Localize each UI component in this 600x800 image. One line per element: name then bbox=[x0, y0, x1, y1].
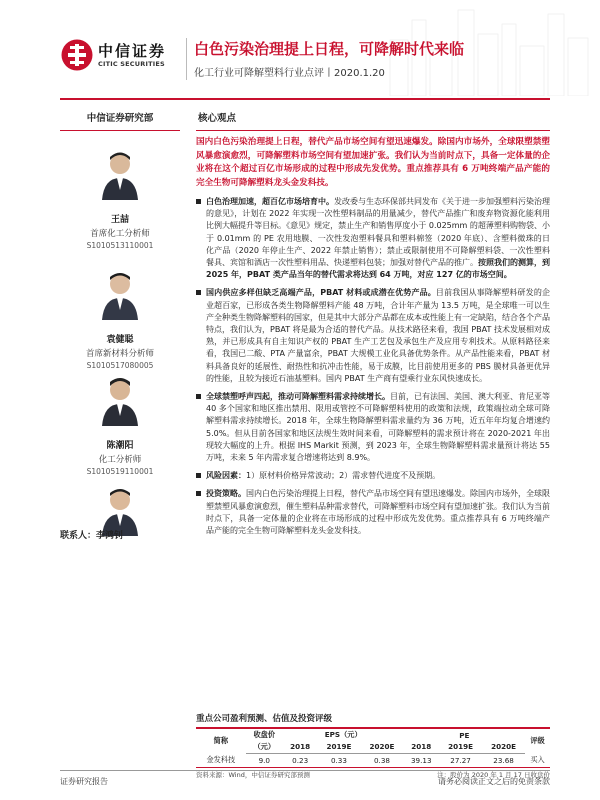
main-content bbox=[196, 108, 550, 537]
table-source-right: 注：股价为 2020 年 1 月 17 日收盘价 bbox=[437, 770, 550, 779]
contact-person: 联系人：李鸿钊 bbox=[60, 531, 124, 541]
table-title: 重点公司盈利预测、估值及投资评级 bbox=[196, 714, 333, 724]
col-header-price: 收盘价 bbox=[253, 730, 276, 739]
analyst-name: 王喆 bbox=[110, 215, 129, 225]
table-header-row bbox=[196, 741, 550, 753]
bullet-lead: 风险因素： bbox=[206, 471, 246, 481]
forecast-table-section bbox=[196, 712, 550, 779]
title-divider bbox=[186, 38, 187, 80]
footer-left-text: 证券研究报告 bbox=[60, 777, 108, 786]
col-header-year: 2018 bbox=[404, 741, 440, 753]
cell-name: 金发科技 bbox=[196, 753, 246, 767]
bullet-lead: 白色治理加速，超百亿市场培育中。 bbox=[206, 197, 334, 206]
bullet-body: 目前，已有法国、美国、澳大利亚、肯尼亚等 40 多个国家和地区推出禁用、限用或管控不可降解塑料使用的政策和法规，政策端拉动全球可降解塑料需求持续增长。2018 年，全球生物降解塑料需求量约为 36 万吨，近五年年均复合增速约 5.0%。但从目前各国家和地区法规生效时间来看，可降解塑料的需求预计将在 2020-2021 年出现较大幅度的上升。根据 IHS Markit 预测，到 2023 年，全球生物降解塑料需求量预计将达 55 万吨，未来 5 年内需求复合增速将达到 8.9%。 bbox=[206, 392, 550, 463]
analyst-photo bbox=[100, 148, 140, 200]
summary-paragraph: 国内白色污染治理提上日程，替代产品市场空间有望迅速爆发。除国内市场外，全球限塑禁塑风暴愈演愈烈，可降解塑料市场空间有望加速扩张。我们认为当前时点下，具备一定体量的企业将在这个超过百亿市场形成的过程中形成先发优势。重点推荐具有 6 万吨终端产品产能的完全生物可降解塑料龙头金发科技。 bbox=[196, 137, 550, 188]
header-rule bbox=[60, 98, 550, 100]
section-rule bbox=[196, 130, 550, 131]
col-header-price-unit: （元） bbox=[246, 741, 283, 753]
bullet-lead: 国内供应多样但缺乏高端产品，PBAT 材料或成潜在优势产品。 bbox=[206, 288, 436, 298]
department-label: 中信证券研究部 bbox=[86, 113, 154, 124]
citic-logo-icon bbox=[60, 38, 94, 72]
cell-price: 9.0 bbox=[246, 753, 283, 767]
report-header bbox=[0, 0, 600, 108]
analyst-role: 首席化工分析师 bbox=[90, 229, 150, 239]
analyst-id: S1010517080005 bbox=[86, 361, 154, 370]
bullet-paragraph bbox=[196, 287, 550, 385]
analyst-id: S1010513110001 bbox=[86, 241, 154, 250]
col-header-year: 2020E bbox=[360, 741, 403, 753]
cell-pe: 39.13 bbox=[404, 753, 440, 767]
department-rule bbox=[60, 130, 180, 131]
section-heading: 核心观点 bbox=[198, 113, 237, 124]
col-header-year: 2020E bbox=[482, 741, 525, 753]
bullet-lead: 全球禁塑呼声四起，推动可降解塑料需求持续增长。 bbox=[206, 392, 390, 402]
footer-right-text: 请务必阅读正文之后的免责条款 bbox=[438, 777, 550, 786]
citic-logo bbox=[60, 36, 180, 80]
analyst-card bbox=[60, 374, 180, 476]
col-header-year: 2018 bbox=[283, 741, 318, 753]
analyst-photo bbox=[100, 268, 140, 320]
cell-eps: 0.33 bbox=[317, 753, 360, 767]
col-header-year: 2019E bbox=[439, 741, 482, 753]
cell-pe: 23.68 bbox=[482, 753, 525, 767]
bullet-lead: 投资策略。 bbox=[206, 489, 246, 499]
cell-eps: 0.38 bbox=[360, 753, 403, 767]
table-row bbox=[196, 753, 550, 767]
col-header-year: 2019E bbox=[317, 741, 360, 753]
logo-text-en: CITIC SECURITIES bbox=[98, 60, 165, 68]
analyst-card bbox=[60, 148, 180, 250]
footer-rule bbox=[60, 770, 550, 771]
col-header-rating: 评级 bbox=[530, 736, 545, 745]
report-subtitle: 化工行业可降解塑料行业点评丨2020.1.20 bbox=[194, 68, 385, 79]
cell-eps: 0.23 bbox=[283, 753, 318, 767]
bullet-paragraph bbox=[196, 391, 550, 464]
bullet-paragraph bbox=[196, 470, 550, 482]
analyst-sidebar bbox=[60, 108, 180, 541]
col-header-name: 简称 bbox=[213, 736, 229, 745]
analyst-name: 袁健聪 bbox=[106, 335, 134, 345]
bullet-body: 1）原材料价格异常波动；2）需求替代进度不及预期。 bbox=[246, 471, 441, 481]
analyst-name: 陈潮阳 bbox=[106, 441, 134, 451]
logo-text-cn: 中信证券 bbox=[98, 42, 167, 60]
col-header-eps: EPS（元） bbox=[324, 730, 362, 739]
cell-pe: 27.27 bbox=[439, 753, 482, 767]
forecast-table bbox=[196, 729, 550, 768]
analyst-id: S1010519110001 bbox=[86, 467, 154, 476]
bullet-paragraph bbox=[196, 196, 550, 281]
bullet-tail: 按照我们的测算，到 2025 年，PBAT 类产品当年的替代需求将达到 64 万吨，对应 127 亿的市场空间。 bbox=[206, 258, 550, 280]
bullet-body: 目前我国从事降解塑料研发的企业超百家，已形成各类生物降解塑料产能 48 万吨，合计年产量为 13.5 万吨，是全球唯一可以生产全种类生物降解塑料的国家，但是其中大部分产品都在成本或性能上有一定缺陷，结合各个产品特点，我们认为，PBAT 将是最为合适的替代产品。从技术路径来看，我国 PBAT 技术发展相对成熟，并已形成具有自主知识产权的 PBAT 生产工艺包及承包生产及应用专利技术。从原料路径来看，我国已二酸、PTA 产量富余，PBAT 大规模工业化具备优势条件。从产品性能来看，PBAT 材料具备良好的延展性、耐热性和抗冲击性能，易于成膜，比目前使用更多的 PBS 膜材具备更优异的性能，且较为接近石油基塑料。国内 PBAT 生产商有望乘行业东风快速成长。 bbox=[206, 288, 550, 383]
table-header-row bbox=[196, 729, 550, 741]
analyst-card bbox=[60, 268, 180, 370]
bullet-paragraph bbox=[196, 488, 550, 537]
report-title: 白色污染治理提上日程，可降解时代来临 bbox=[194, 40, 465, 58]
bullet-body: 国内白色污染治理提上日程，替代产品市场空间有望迅速爆发。除国内市场外，全球限塑禁塑风暴愈演愈烈，催生塑料品种需求替代，可降解塑料市场空间有望加速扩张。我们认为当前时点下，具备一定体量的企业将在市场形成的过程中形成先发优势。重点推荐具有 6 万吨终端产品产能的完全生物可降解塑料龙头金发科技。 bbox=[206, 489, 550, 536]
analyst-role: 首席新材料分析师 bbox=[85, 349, 154, 359]
bullet-body: 发改委与生态环保部共同发布《关于进一步加强塑料污染治理的意见》，计划在 2022 年实现一次性塑料制品的用量减少，替代产品推广和废弃物资源化能利用比例大幅提升等目标。《意见》规定，禁止生产和销售厚度小于 0.025mm 的超薄塑料购物袋、小于 0.01mm 的 PE 农用地膜、一次性发泡塑料餐具和塑料棉签（2020 年底）、含塑料微珠的日化产品（2020 年停止生产、2022 年禁止销售）；禁止或限制使用不可降解塑料袋、一次性塑料餐具、宾馆和酒店一次性塑料用品、快递塑料包装；加强对替代产品的推广。 bbox=[206, 197, 550, 268]
col-header-pe: PE bbox=[459, 730, 470, 740]
analyst-role: 化工分析师 bbox=[98, 455, 142, 465]
table-source-left: 资料来源：Wind，中信证券研究部预测 bbox=[196, 770, 310, 779]
cell-rating: 买入 bbox=[525, 753, 550, 767]
analyst-photo bbox=[100, 374, 140, 426]
